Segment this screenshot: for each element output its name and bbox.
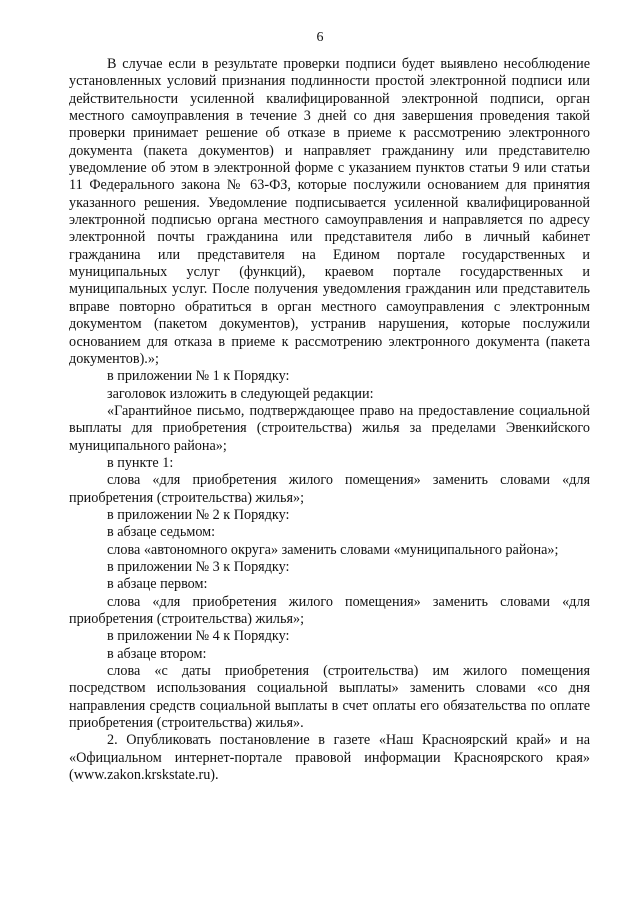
paragraph-appendix-1: в приложении № 1 к Порядку: (107, 368, 290, 385)
paragraph-appendix-2: в приложении № 2 к Порядку: (107, 506, 290, 523)
page-number: 6 (316, 30, 324, 45)
paragraph-first-para: в абзаце первом: (107, 576, 208, 593)
paragraph-second-para: в абзаце втором: (107, 645, 207, 662)
paragraph-signature-check: В случае если в результате проверки подписи будет выявлено несоблюдение установленных условий признания подлинности простой электронной подписи или действительности усиленной квалифицированной электронной подписи, орган местного самоуправления в течение 3 дней со дня завершения проведения такой проверки принимает решение об отказе в приеме к рассмотрению электронного документа (пакета документов) и направляет гражданину или представителю уведомление об этом в электронной форме с указанием пунктов статьи 9 или статьи 11 Федерального закона № 63-ФЗ, которые послужили основанием для принятия указанного решения. Уведомление подписывается усиленной квалифицированной электронной подписью органа местного самоуправления и направляется по адресу электронной почты гражданина или представителя либо в личный кабинет гражданина или представителя на Едином портале государственных и муниципальных услуг (функций), краевом портале государственных и муниципальных услуг. После получения уведомления гражданин или представитель вправе повторно обратиться в орган местного самоуправления с электронным документом (пакетом документов), устранив нарушения, которые послужили основанием для отказа в приеме к рассмотрению электронного документа (пакета документов).»; (69, 56, 590, 367)
paragraph-appendix-4: в приложении № 4 к Порядку: (107, 628, 290, 645)
paragraph-seventh-para: в абзаце седьмом: (107, 524, 216, 541)
paragraph-replace-words-3: слова «для приобретения жилого помещения» заменить словами «для приобретения (строительства) жилья»; (69, 593, 590, 627)
paragraph-clause-1: в пункте 1: (107, 454, 174, 471)
paragraph-replace-words-1: слова «для приобретения жилого помещения» заменить словами «для приобретения (строительства) жилья»; (69, 472, 590, 506)
document-body (69, 56, 590, 784)
paragraph-appendix-3: в приложении № 3 к Порядку: (107, 558, 290, 575)
paragraph-publish: 2. Опубликовать постановление в газете «Наш Красноярский край» и на «Официальном интернет-портале правовой информации Красноярского края» (www.zakon.krskstate.ru). (69, 732, 590, 784)
paragraph-replace-words-4: слова «с даты приобретения (строительства) им жилого помещения посредством использования социальной выплаты» заменить словами «со дня направления средств социальной выплаты в счет оплаты его обязательства по оплате приобретения (строительства) жилья». (69, 663, 590, 732)
paragraph-replace-words-2: слова «автономного округа» заменить словами «муниципального района»; (107, 541, 559, 558)
paragraph-guarantee-letter-title: «Гарантийное письмо, подтверждающее право на предоставление социальной выплаты для приобретения (строительства) жилья за пределами Эвенкийского муниципального района»; (69, 402, 590, 454)
paragraph-title-edit: заголовок изложить в следующей редакции: (107, 385, 374, 402)
